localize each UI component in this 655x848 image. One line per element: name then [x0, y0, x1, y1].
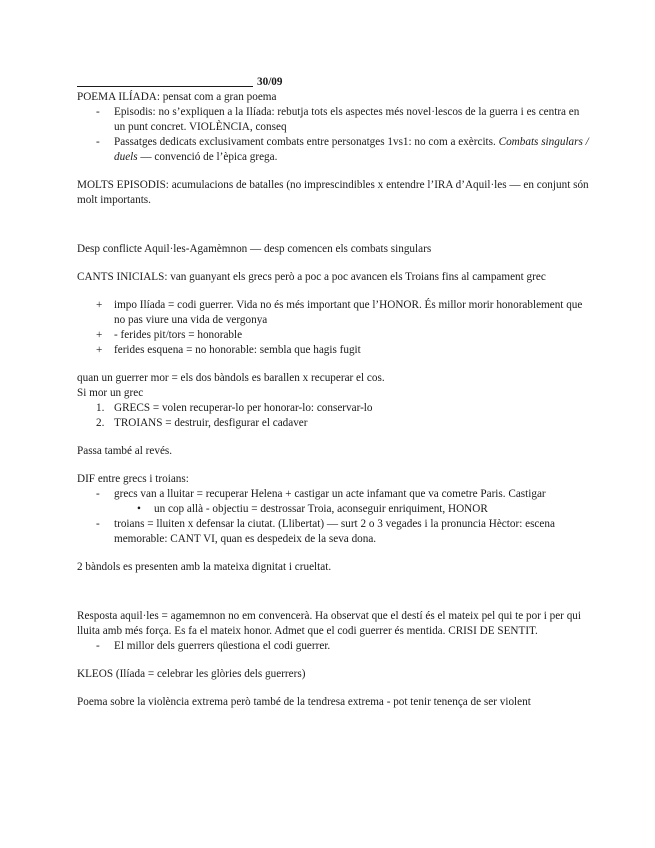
plus-bullet: + [96, 299, 103, 311]
list-number: 2. [96, 417, 105, 429]
list-item [77, 105, 589, 135]
molts-episodis-paragraph: MOLTS EPISODIS: acumulacions de batalles (no imprescindibles x entendre l’IRA d’Aquil·les — en conjunt són molt importants. [77, 179, 589, 206]
resposta-list [77, 639, 589, 654]
list-item [77, 416, 589, 431]
bullet-dot: • [137, 503, 141, 515]
list-item [77, 135, 589, 165]
dash-bullet: - [96, 488, 100, 500]
document-page [77, 74, 589, 710]
list-item [77, 343, 589, 358]
quan-guerrer-paragraph: quan un guerrer mor = els dos bàndols es barallen x recuperar el cos. [77, 372, 385, 384]
dos-bandols-paragraph: 2 bàndols es presenten amb la mateixa dignitat i crueltat. [77, 561, 332, 573]
passa-tambe-paragraph: Passa també al revés. [77, 445, 173, 457]
list-item-tail: — convenció de l’èpica grega. [137, 151, 278, 163]
si-mor-paragraph: Si mor un grec [77, 387, 144, 399]
sub-list-item [77, 502, 589, 517]
cants-inicials-paragraph: CANTS INICIALS: van guanyant els grecs però a poc a poc avancen els Troians fins al campament grec [77, 271, 546, 283]
list-item-text: ferides esquena = no honorable: sembla que hagis fugit [114, 344, 361, 356]
kleos-paragraph: KLEOS (Ilíada = celebrar les glòries dels guerrers) [77, 668, 306, 680]
list-item [77, 517, 589, 547]
date-header [77, 74, 589, 90]
intro-list [77, 105, 589, 165]
date-label: 30/09 [257, 76, 283, 88]
underline-rule [77, 86, 253, 87]
plus-bullet: + [96, 344, 103, 356]
dif-list-2 [77, 517, 589, 547]
list-item-text: El millor dels guerrers qüestiona el codi guerrer. [114, 640, 331, 652]
poem-title-line: POEMA ILÍADA: pensat com a gran poema [77, 91, 277, 103]
list-item-text: Passatges dedicats exclusivament combats entre personatges 1vs1: no com a exèrcits. [114, 136, 496, 148]
list-item-text: troians = lluiten x defensar la ciutat. (Llibertat) — surt 2 o 3 vegades i la pronuncia Hèctor: escena memorable: CANT VI, quan es despedeix de la seva dona. [114, 518, 555, 545]
dash-bullet: - [96, 518, 100, 530]
list-number: 1. [96, 402, 105, 414]
dif-title-paragraph: DIF entre grecs i troians: [77, 473, 189, 485]
list-item-text: grecs van a lluitar = recuperar Helena + castigar un acte infamant que va cometre Paris. Castigar [114, 488, 546, 500]
list-item-text: Episodis: no s’expliquen a la Ilíada: rebutja tots els aspectes més novel·lescos de la guerra i es centra en un punt concret. VIOLÈNCIA, conseq [114, 106, 580, 133]
plus-list [77, 298, 589, 358]
list-item-text: - ferides pit/tors = honorable [114, 329, 243, 341]
list-item-text: TROIANS = destruir, desfigurar el cadaver [114, 417, 308, 429]
list-item-text: GRECS = volen recuperar-lo per honorar-lo: conservar-lo [114, 402, 373, 414]
dash-bullet: - [96, 106, 100, 118]
resposta-paragraph: Resposta aquil·les = agamemnon no em convencerà. Ha observat que el destí és el mateix pel qui te por i per qui lluita amb més força. Es fa el mateix honor. Admet que el codi guerrer és mentida. CRISI DE SENTIT. [77, 610, 581, 637]
list-item-text: un cop allà - objectiu = destrossar Troia, aconseguir enriquiment, HONOR [154, 503, 488, 515]
dash-bullet: - [96, 640, 100, 652]
italic-text: Combats singulars / duels [114, 136, 589, 163]
numbered-list [77, 401, 589, 431]
list-item [77, 639, 589, 654]
list-item [77, 487, 589, 502]
dash-bullet: - [96, 136, 100, 148]
plus-bullet: + [96, 329, 103, 341]
desp-conflicte-paragraph: Desp conflicte Aquil·les-Agamèmnon — desp comencen els combats singulars [77, 243, 432, 255]
list-item-text: impo Ilíada = codi guerrer. Vida no és més important que l’HONOR. És millor morir honorablement que no pas viure una vida de vergonya [114, 299, 583, 326]
dif-list [77, 487, 589, 502]
list-item [77, 328, 589, 343]
list-item [77, 298, 589, 328]
poema-final-paragraph: Poema sobre la violència extrema però també de la tendresa extrema - pot tenir tenença de ser violent [77, 696, 531, 708]
list-item [77, 401, 589, 416]
